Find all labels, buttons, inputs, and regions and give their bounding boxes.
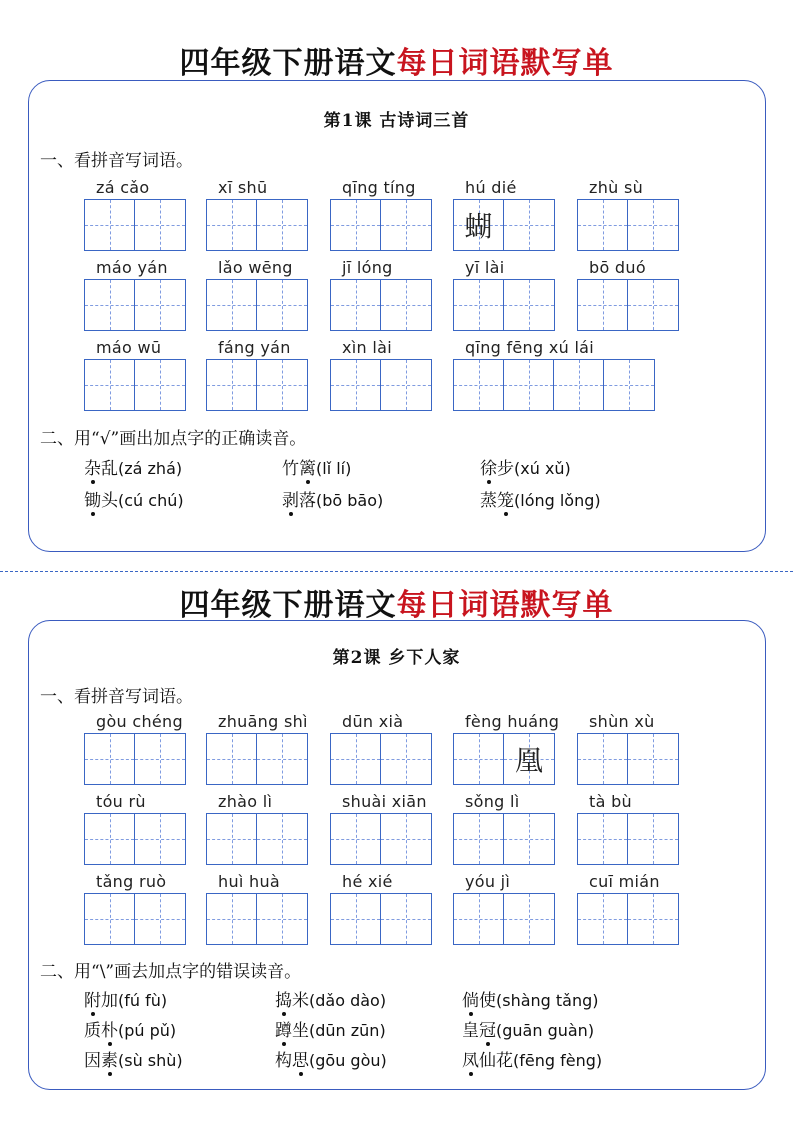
writing-grid[interactable]: [330, 199, 432, 251]
writing-grid[interactable]: [577, 813, 679, 865]
writing-grid[interactable]: [577, 199, 679, 251]
writing-cell[interactable]: [504, 200, 554, 250]
section-heading-pinyin: 一、看拼音写词语。: [40, 687, 193, 707]
dotted-character: 徐: [480, 459, 497, 479]
reading-question: [282, 486, 383, 511]
word-prefix: 构: [275, 1051, 292, 1071]
writing-grid[interactable]: [577, 733, 679, 785]
word-prefix: 蒸: [480, 491, 497, 511]
writing-cell[interactable]: [578, 200, 628, 250]
reading-question: [275, 1046, 387, 1071]
writing-grid[interactable]: [453, 359, 655, 411]
pinyin-label: hú dié: [465, 178, 517, 197]
word-suffix: 加: [101, 991, 118, 1011]
writing-cell[interactable]: [135, 814, 185, 864]
writing-grid[interactable]: [330, 359, 432, 411]
writing-cell[interactable]: [578, 734, 628, 784]
dotted-character: 捣: [275, 991, 292, 1011]
reading-question: [462, 1016, 594, 1041]
pinyin-label: gòu chéng: [96, 712, 183, 731]
section-heading-reading: 二、用“\”画去加点字的错误读音。: [40, 962, 302, 982]
pinyin-label: tà bù: [589, 792, 632, 811]
pronunciation-options[interactable]: (gōu gòu): [309, 1051, 387, 1070]
writing-cell[interactable]: [628, 814, 678, 864]
cut-line: [0, 571, 793, 572]
writing-grid[interactable]: [206, 813, 308, 865]
dotted-character: 冠: [479, 1021, 496, 1041]
pronunciation-options[interactable]: (bō bāo): [316, 491, 384, 510]
writing-cell[interactable]: [135, 734, 185, 784]
writing-grid[interactable]: [330, 893, 432, 945]
pronunciation-options[interactable]: (dǎo dào): [309, 991, 387, 1010]
cell-character: 凰: [514, 744, 543, 777]
writing-grid[interactable]: [577, 279, 679, 331]
dotted-character: 朴: [101, 1021, 118, 1041]
word-prefix: 竹: [282, 459, 299, 479]
reading-question: [282, 454, 351, 479]
writing-cell[interactable]: [454, 814, 504, 864]
pinyin-label: fèng huáng: [465, 712, 560, 731]
pinyin-label: qīng fēng xú lái: [465, 338, 595, 357]
pronunciation-options[interactable]: (lóng lǒng): [514, 491, 601, 510]
writing-cell[interactable]: [628, 200, 678, 250]
writing-cell[interactable]: [454, 894, 504, 944]
writing-grid[interactable]: [84, 813, 186, 865]
pronunciation-options[interactable]: (lǐ lí): [316, 459, 352, 478]
pinyin-label: xī shū: [218, 178, 268, 197]
pronunciation-options[interactable]: (fú fù): [118, 991, 168, 1010]
dotted-character: 杂: [84, 459, 101, 479]
writing-cell[interactable]: [628, 280, 678, 330]
reading-question: [84, 486, 184, 511]
pinyin-label: yóu jì: [465, 872, 511, 891]
pinyin-label: bō duó: [589, 258, 646, 277]
pinyin-label: zhuāng shì: [218, 712, 308, 731]
writing-grid[interactable]: [84, 893, 186, 945]
dotted-character: 凤: [462, 1051, 479, 1071]
word-suffix: 步: [497, 459, 514, 479]
reading-question: [480, 454, 571, 479]
pronunciation-options[interactable]: (zá zhá): [118, 459, 183, 478]
writing-cell[interactable]: [85, 734, 135, 784]
pinyin-label: máo yán: [96, 258, 168, 277]
writing-grid[interactable]: [206, 359, 308, 411]
writing-grid[interactable]: [453, 199, 555, 251]
pinyin-label: zhù sù: [589, 178, 644, 197]
section-heading-pinyin: 一、看拼音写词语。: [40, 151, 193, 171]
writing-cell[interactable]: [257, 360, 307, 410]
pinyin-label: tǎng ruò: [96, 872, 167, 891]
pinyin-label: shuài xiān: [342, 792, 427, 811]
pronunciation-options[interactable]: (shàng tǎng): [496, 991, 599, 1010]
reading-question: [462, 986, 599, 1011]
word-suffix: 坐: [292, 1021, 309, 1041]
reading-question: [480, 486, 601, 511]
writing-grid[interactable]: [84, 359, 186, 411]
writing-cell[interactable]: [604, 360, 654, 410]
pinyin-label: zá cǎo: [96, 178, 150, 197]
writing-grid[interactable]: [330, 733, 432, 785]
pinyin-label: dūn xià: [342, 712, 404, 731]
writing-cell[interactable]: [207, 814, 257, 864]
writing-grid[interactable]: [84, 279, 186, 331]
dotted-character: 笼: [497, 491, 514, 511]
writing-cell[interactable]: [554, 360, 604, 410]
writing-cell[interactable]: [331, 814, 381, 864]
title-black: 四年级下册语文: [179, 46, 397, 81]
pronunciation-options[interactable]: (pú pǔ): [118, 1021, 177, 1040]
writing-cell[interactable]: [85, 814, 135, 864]
writing-cell[interactable]: [207, 734, 257, 784]
word-suffix: 仙花: [479, 1051, 513, 1071]
word-suffix: 乱: [101, 459, 118, 479]
writing-cell[interactable]: [135, 894, 185, 944]
writing-cell[interactable]: [331, 734, 381, 784]
writing-cell[interactable]: [504, 734, 554, 784]
writing-cell[interactable]: [381, 814, 431, 864]
writing-cell[interactable]: [578, 814, 628, 864]
word-suffix: 头: [101, 491, 118, 511]
worksheet-title: [0, 580, 793, 624]
writing-grid[interactable]: [453, 813, 555, 865]
writing-cell[interactable]: [85, 200, 135, 250]
writing-grid[interactable]: [206, 893, 308, 945]
reading-question: [84, 1016, 176, 1041]
writing-cell[interactable]: [257, 734, 307, 784]
reading-question: [84, 454, 182, 479]
writing-grid[interactable]: [330, 279, 432, 331]
writing-cell[interactable]: [207, 360, 257, 410]
cell-character: 蝴: [464, 210, 493, 243]
reading-question: [275, 1016, 386, 1041]
writing-cell[interactable]: [257, 200, 307, 250]
word-prefix: 皇: [462, 1021, 479, 1041]
reading-question: [275, 986, 386, 1011]
pinyin-label: fáng yán: [218, 338, 291, 357]
pinyin-label: qīng tíng: [342, 178, 416, 197]
word-prefix: 因: [84, 1051, 101, 1071]
reading-question: [462, 1046, 602, 1071]
writing-cell[interactable]: [628, 894, 678, 944]
word-suffix: 落: [299, 491, 316, 511]
writing-cell[interactable]: [381, 280, 431, 330]
worksheet-title: [0, 38, 793, 82]
writing-grid[interactable]: [84, 199, 186, 251]
writing-cell[interactable]: [331, 894, 381, 944]
writing-cell[interactable]: [257, 280, 307, 330]
word-suffix: 米: [292, 991, 309, 1011]
pinyin-label: lǎo wēng: [218, 258, 293, 277]
pronunciation-options[interactable]: (dūn zūn): [309, 1021, 386, 1040]
writing-grid[interactable]: [206, 279, 308, 331]
writing-cell[interactable]: [381, 894, 431, 944]
title-red: 每日词语默写单: [396, 46, 614, 81]
dotted-character: 剥: [282, 491, 299, 511]
writing-cell[interactable]: [454, 734, 504, 784]
writing-grid[interactable]: [453, 279, 555, 331]
dotted-character: 倘: [462, 991, 479, 1011]
writing-grid[interactable]: [330, 813, 432, 865]
writing-cell[interactable]: [85, 360, 135, 410]
pronunciation-options[interactable]: (xú xǔ): [514, 459, 571, 478]
dotted-character: 思: [292, 1051, 309, 1071]
writing-cell[interactable]: [504, 280, 554, 330]
writing-cell[interactable]: [504, 814, 554, 864]
dotted-character: 附: [84, 991, 101, 1011]
pinyin-label: zhào lì: [218, 792, 273, 811]
pinyin-label: xìn lài: [342, 338, 392, 357]
writing-cell[interactable]: [381, 360, 431, 410]
writing-cell[interactable]: [504, 360, 554, 410]
title-black: 四年级下册语文: [179, 588, 397, 623]
writing-cell[interactable]: [135, 280, 185, 330]
writing-cell[interactable]: [578, 280, 628, 330]
pinyin-label: shùn xù: [589, 712, 655, 731]
writing-cell[interactable]: [331, 200, 381, 250]
writing-cell[interactable]: [381, 734, 431, 784]
writing-cell[interactable]: [628, 734, 678, 784]
writing-cell[interactable]: [207, 894, 257, 944]
dotted-character: 蹲: [275, 1021, 292, 1041]
pronunciation-options[interactable]: (guān guàn): [496, 1021, 595, 1040]
word-prefix: 质: [84, 1021, 101, 1041]
writing-cell[interactable]: [381, 200, 431, 250]
dotted-character: 篱: [299, 459, 316, 479]
pronunciation-options[interactable]: (fēng fèng): [513, 1051, 603, 1070]
section-heading-reading: 二、用“√”画出加点字的正确读音。: [40, 429, 307, 449]
writing-cell[interactable]: [578, 894, 628, 944]
pinyin-label: máo wū: [96, 338, 162, 357]
writing-cell[interactable]: [331, 280, 381, 330]
pinyin-label: jī lóng: [342, 258, 393, 277]
lesson-title: 第1课 古诗词三首: [323, 111, 470, 131]
writing-grid[interactable]: [577, 893, 679, 945]
writing-cell[interactable]: [454, 200, 504, 250]
writing-grid[interactable]: [206, 733, 308, 785]
writing-grid[interactable]: [453, 893, 555, 945]
writing-grid[interactable]: [84, 733, 186, 785]
pinyin-label: tóu rù: [96, 792, 146, 811]
reading-question: [84, 1046, 183, 1071]
writing-grid[interactable]: [206, 199, 308, 251]
writing-cell[interactable]: [85, 280, 135, 330]
writing-cell[interactable]: [257, 814, 307, 864]
writing-grid[interactable]: [453, 733, 555, 785]
lesson-title: 第2课 乡下人家: [332, 648, 461, 668]
dotted-character: 锄: [84, 491, 101, 511]
writing-cell[interactable]: [257, 894, 307, 944]
pinyin-label: hé xié: [342, 872, 393, 891]
pinyin-label: huì huà: [218, 872, 280, 891]
title-red: 每日词语默写单: [396, 588, 614, 623]
writing-cell[interactable]: [135, 360, 185, 410]
pinyin-label: sǒng lì: [465, 792, 520, 811]
writing-cell[interactable]: [207, 200, 257, 250]
writing-cell[interactable]: [207, 280, 257, 330]
pronunciation-options[interactable]: (cú chú): [118, 491, 184, 510]
writing-cell[interactable]: [85, 894, 135, 944]
pinyin-label: cuī mián: [589, 872, 660, 891]
writing-cell[interactable]: [331, 360, 381, 410]
pinyin-label: yī lài: [465, 258, 505, 277]
reading-question: [84, 986, 167, 1011]
writing-cell[interactable]: [454, 360, 504, 410]
dotted-character: 素: [101, 1051, 118, 1071]
writing-cell[interactable]: [135, 200, 185, 250]
writing-cell[interactable]: [504, 894, 554, 944]
pronunciation-options[interactable]: (sù shù): [118, 1051, 183, 1070]
writing-cell[interactable]: [454, 280, 504, 330]
word-suffix: 使: [479, 991, 496, 1011]
